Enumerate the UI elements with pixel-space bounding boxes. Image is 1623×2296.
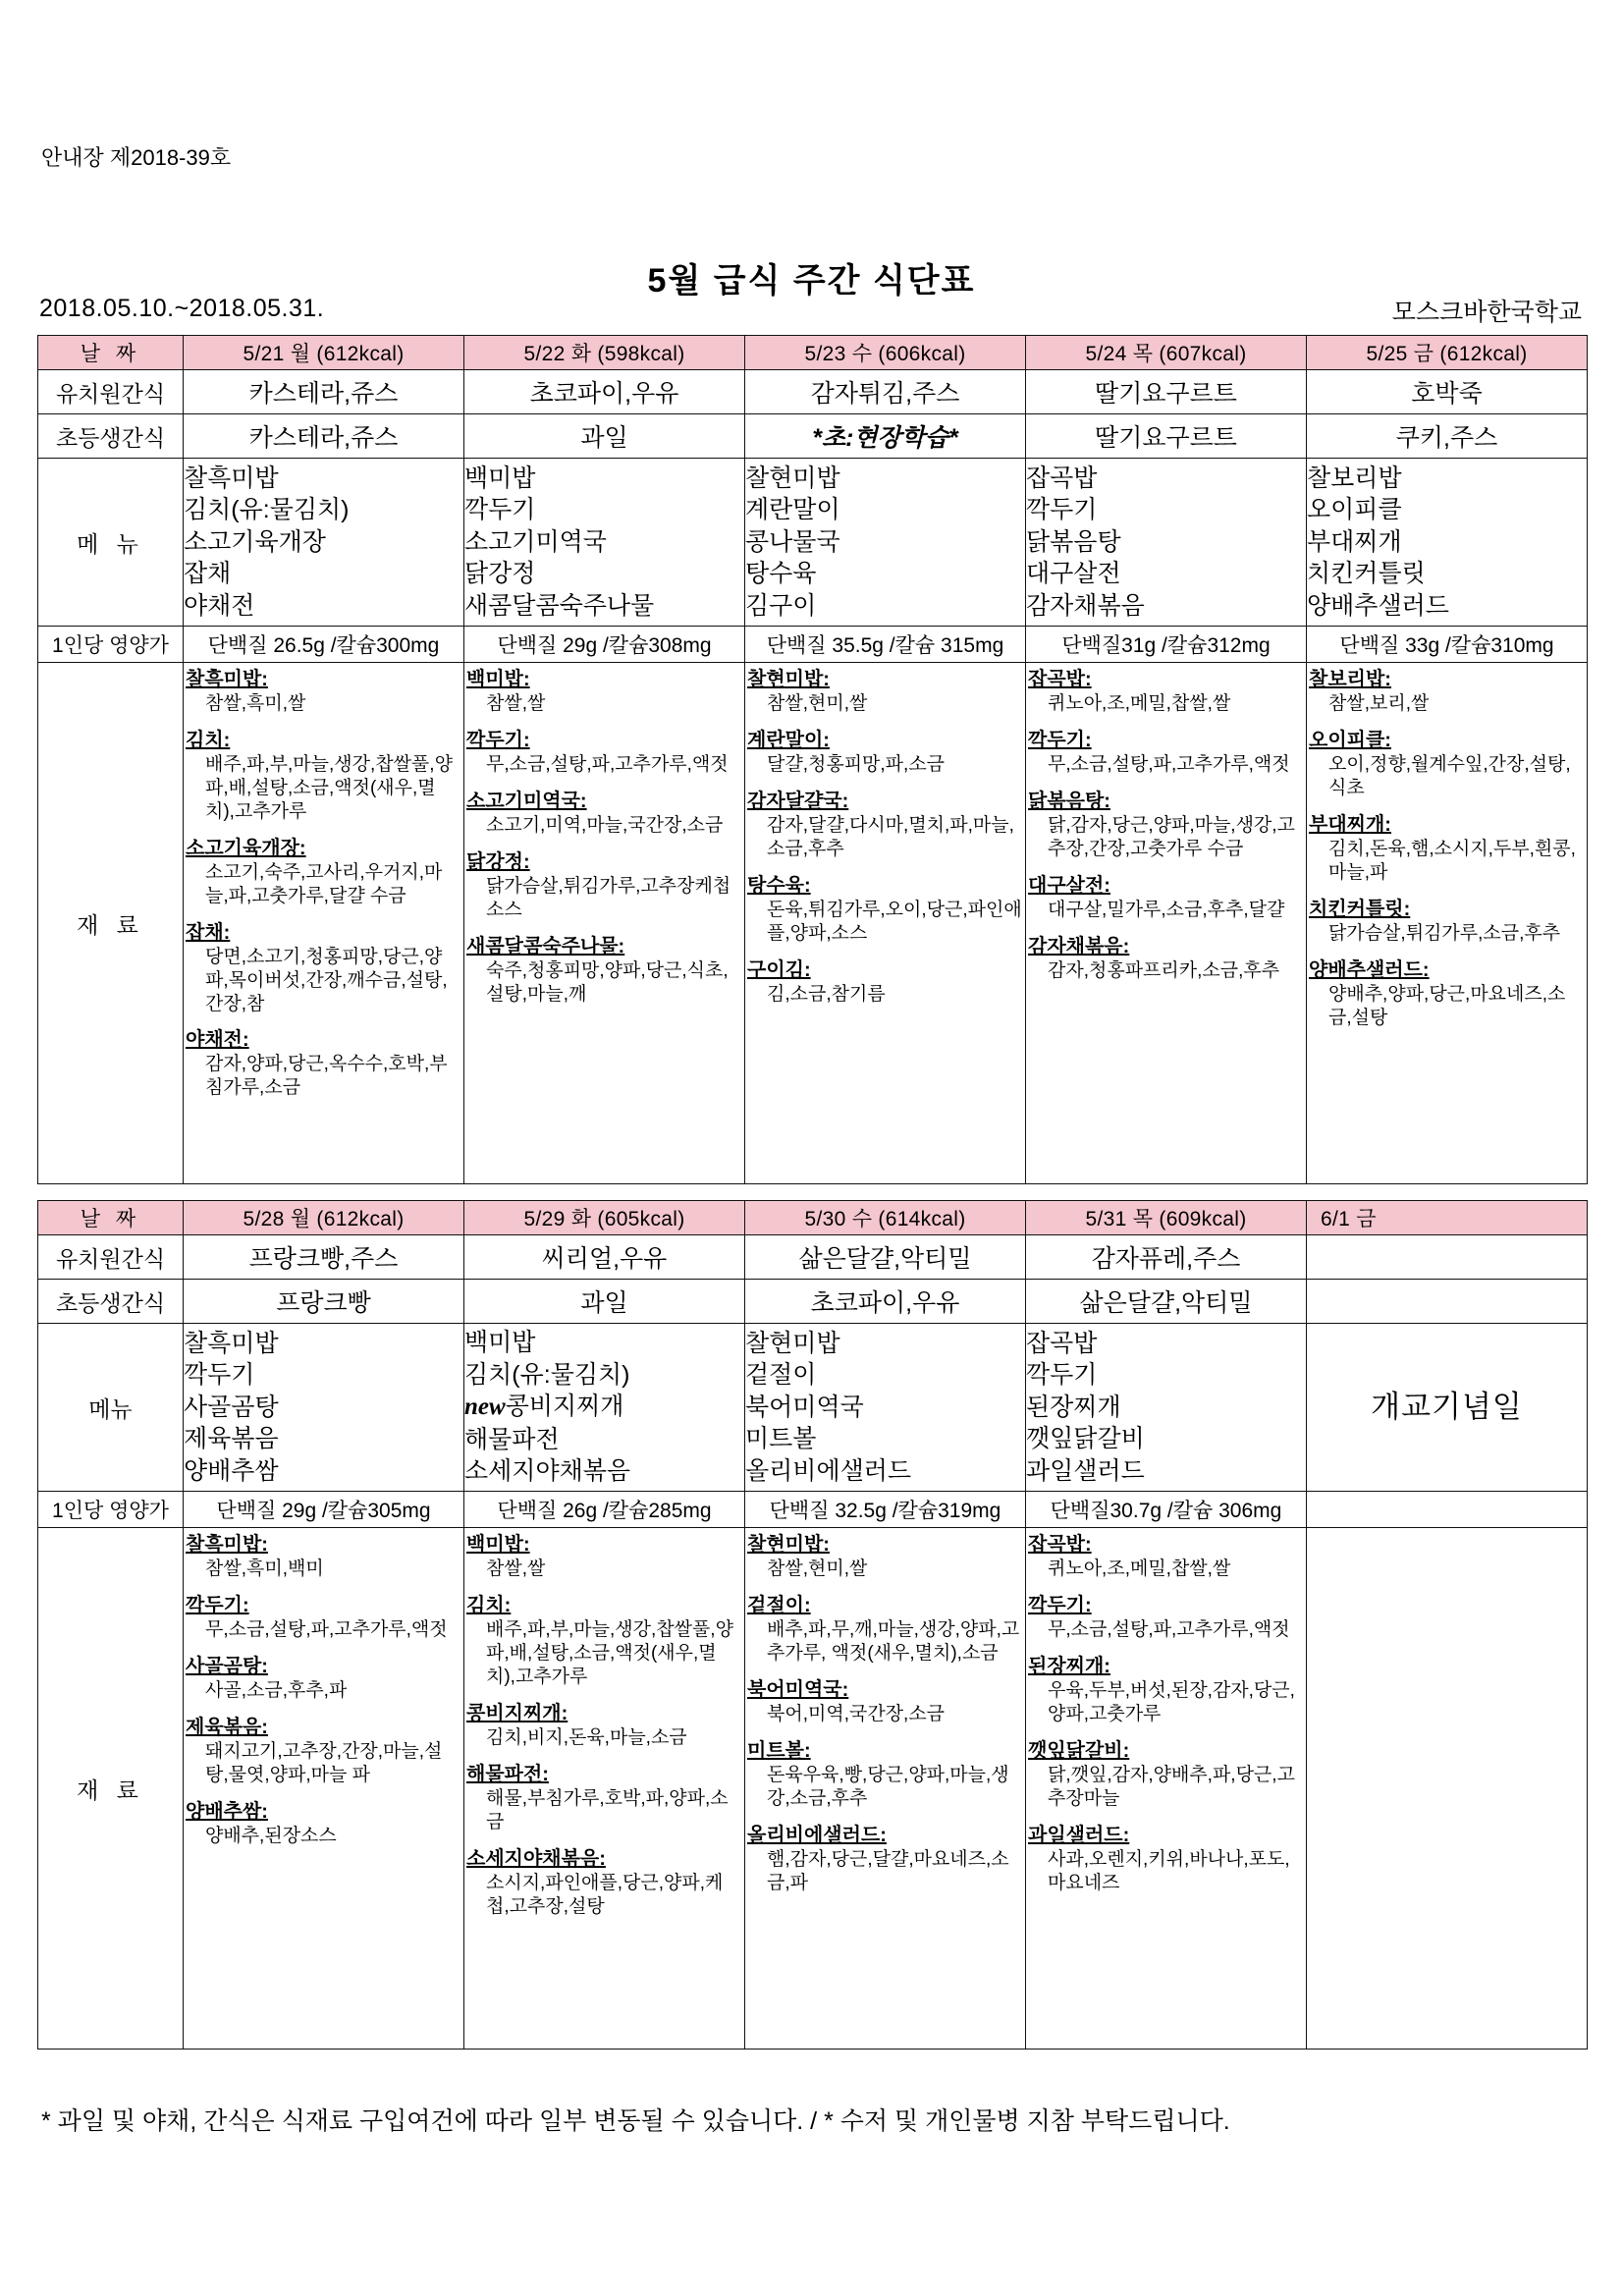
menu-fri [1307,459,1588,627]
menu-dish: 제육볶음 [184,1425,279,1453]
table-row-ingredients [38,1528,1588,2050]
row-label-date: 날 짜 [38,336,184,370]
ingredient-dish-name: 깍두기: [186,1594,249,1616]
table-row-nutrition [38,1492,1588,1528]
menu-mon-2 [184,1324,464,1492]
ingredient-list: 닭,깻잎,감자,양배추,파,당근,고추장마늘 [1048,1764,1295,1809]
menu-dish: new콩비지찌개 [464,1393,624,1421]
row-label-ingredients-2: 재 료 [38,1528,184,2050]
table-row-elementary-snack [38,1280,1588,1324]
ingredient-list: 사과,오렌지,키위,바나나,포도,마요네즈 [1048,1848,1290,1893]
ingredient-dish-name: 치킨커틀릿: [1309,898,1411,920]
menu-dish: 치킨커틀릿 [1307,560,1426,588]
ingredients-wed-2 [745,1528,1026,2050]
table-row-header [38,1201,1588,1235]
kinder-snack-fri-2 [1307,1235,1588,1280]
week2-menu-table [37,1200,1588,2050]
elementary-snack-tue: 과일 [464,414,745,459]
ingredient-dish-name: 잡채: [186,921,231,944]
menu-wed-2 [745,1324,1026,1492]
menu-thu-2 [1026,1324,1307,1492]
kinder-snack-tue: 초코파이,우유 [464,370,745,414]
ingredient-list: 배추,파,무,깨,마늘,생강,양파,고추가루, 액젓(새우,멸치),소금 [767,1618,1020,1664]
ingredient-dish-name: 올리비에샐러드: [747,1824,887,1846]
ingredient-list: 무,소금,설탕,파,고추가루,액젓 [1048,1618,1290,1640]
ingredient-dish-name: 콩비지찌개: [466,1702,568,1724]
menu-dish: 대구살전 [1026,560,1121,588]
table-row-menu [38,459,1588,627]
day-header-wed: 5/23 수 (606kcal) [745,336,1026,370]
ingredient-list: 닭가슴살,튀김가루,고추장케첩소스 [486,875,731,920]
menu-dish: 찰흑미밥 [184,1329,279,1357]
kinder-snack-thu: 딸기요구르트 [1026,370,1307,414]
menu-dish: 깍두기 [1026,496,1098,524]
ingredient-list: 달걀,청홍피망,파,소금 [767,753,946,775]
ingredient-dish-name: 감자채볶음: [1028,935,1130,957]
ingredient-list: 소시지,파인애플,당근,양파,케첩,고추장,설탕 [486,1872,724,1917]
ingredients-thu [1026,663,1307,1184]
ingredient-dish-name: 찰흑미밥: [186,1534,268,1556]
table-row-kinder-snack [38,370,1588,414]
elementary-snack-fri-2 [1307,1280,1588,1324]
menu-dish: 감자채볶음 [1026,591,1145,620]
ingredient-list: 당면,소고기,청홍피망,당근,양파,목이버섯,간장,깨수금,설탕,간장,참 [205,946,448,1014]
ingredient-dish-name: 해물파전: [466,1763,549,1785]
menu-dish: 북어미역국 [745,1393,864,1421]
ingredient-dish-name: 대구살전: [1028,874,1110,897]
ingredient-dish-name: 오이피클: [1309,729,1391,751]
kinder-snack-tue-2: 씨리얼,우유 [464,1235,745,1280]
ingredient-list: 햄,감자,당근,달걀,마요네즈,소금,파 [767,1848,1009,1893]
row-label-kinder-snack-2: 유치원간식 [38,1235,184,1280]
menu-dish: 미트볼 [745,1425,817,1453]
elementary-snack-wed: *초:현장학습* [745,414,1026,459]
ingredient-dish-name: 북어미역국: [747,1678,849,1701]
ingredient-list: 무,소금,설탕,파,고추가루,액젓 [486,753,729,775]
menu-wed [745,459,1026,627]
nutrition-tue-2: 단백질 26g /칼슘285mg [464,1492,745,1528]
ingredient-list: 무,소금,설탕,파,고추가루,액젓 [1048,753,1290,775]
menu-dish: 소고기육개장 [184,527,326,556]
menu-dish: 겉절이 [745,1361,817,1390]
nutrition-thu: 단백질31g /칼슘312mg [1026,627,1307,663]
ingredient-dish-name: 김치: [466,1594,512,1616]
ingredient-list: 참쌀,현미,쌀 [767,1558,868,1579]
ingredient-list: 소고기,미역,마늘,국간장,소금 [486,814,724,836]
nutrition-mon-2: 단백질 29g /칼슘305mg [184,1492,464,1528]
kinder-snack-thu-2: 감자퓨레,주스 [1026,1235,1307,1280]
kinder-snack-mon-2: 프랑크빵,주스 [184,1235,464,1280]
elementary-snack-fri: 쿠키,주스 [1307,414,1588,459]
day-header-fri: 5/25 금 (612kcal) [1307,336,1588,370]
ingredient-list: 참쌀,현미,쌀 [767,693,868,714]
page-title: 5월 급식 주간 식단표 [647,262,976,300]
ingredient-dish-name: 닭볶음탕: [1028,790,1110,812]
ingredient-dish-name: 소고기육개장: [186,837,306,859]
elementary-snack-mon: 카스테라,쥬스 [184,414,464,459]
ingredient-list: 배주,파,부,마늘,생강,찹쌀풀,양파,배,설탕,소금,액젓(새우,멸치),고추가루 [486,1618,733,1687]
ingredient-dish-name: 제육볶음: [186,1716,268,1738]
ingredient-dish-name: 깻잎닭갈비: [1028,1739,1130,1762]
elementary-snack-tue-2: 과일 [464,1280,745,1324]
elementary-snack-thu: 딸기요구르트 [1026,414,1307,459]
menu-dish: 사골곰탕 [184,1393,279,1421]
menu-dish: 해물파전 [464,1425,560,1453]
ingredient-list: 닭,감자,당근,양파,마늘,생강,고추장,간장,고춧가루 수금 [1048,814,1295,859]
nutrition-wed-2: 단백질 32.5g /칼슘319mg [745,1492,1026,1528]
ingredient-dish-name: 양배추쌈: [186,1800,268,1823]
menu-mon [184,459,464,627]
menu-dish: 김치(유:물김치) [464,1360,630,1389]
ingredient-list: 감자,청홍파프리카,소금,후추 [1048,959,1280,981]
menu-dish: 부대찌개 [1307,527,1402,556]
menu-dish: 백미밥 [464,464,536,492]
row-label-menu: 메 뉴 [38,459,184,627]
ingredient-dish-name: 사골곰탕: [186,1655,268,1677]
ingredient-list: 참쌀,쌀 [486,693,546,714]
menu-dish: 소세지야채볶음 [464,1457,631,1486]
ingredient-dish-name: 잡곡밥: [1028,1534,1092,1556]
ingredient-list: 소고기,숙주,고사리,우거지,마늘,파,고춧가루,달걀 수금 [205,861,443,906]
menu-dish: 잡곡밥 [1026,1329,1098,1357]
menu-dish: 올리비에샐러드 [745,1456,912,1485]
ingredient-list: 숙주,청홍피망,양파,당근,식초,설탕,마늘,깨 [486,959,729,1005]
menu-dish: 콩나물국 [745,527,840,556]
ingredient-list: 퀴노아,조,메밀,찹쌀,쌀 [1048,1558,1231,1579]
nutrition-mon: 단백질 26.5g /칼슘300mg [184,627,464,663]
day-header-thu: 5/24 목 (607kcal) [1026,336,1307,370]
table-row-ingredients [38,663,1588,1184]
ingredient-list: 참쌀,흑미,쌀 [205,693,306,714]
ingredients-mon [184,663,464,1184]
row-label-nutrition-2: 1인당 영양가 [38,1492,184,1528]
ingredient-dish-name: 겉절이: [747,1594,811,1616]
ingredient-list: 배주,파,부,마늘,생강,찹쌀풀,양파,배,설탕,소금,액젓(새우,멸치),고추가루 [205,753,453,822]
ingredients-tue-2 [464,1528,745,2050]
menu-dish: 닭강정 [464,560,536,588]
ingredients-thu-2 [1026,1528,1307,2050]
date-range: 2018.05.10.~2018.05.31. [39,295,325,322]
ingredient-dish-name: 된장찌개: [1028,1655,1110,1677]
ingredient-list: 김,소금,참기름 [767,983,886,1005]
ingredient-list: 김치,비지,돈육,마늘,소금 [486,1726,687,1748]
menu-dish: 찰현미밥 [745,1329,840,1357]
ingredient-dish-name: 찰현미밥: [747,669,830,690]
row-label-menu-2: 메뉴 [38,1324,184,1492]
ingredient-list: 오이,정향,월계수잎,간장,설탕,식초 [1328,753,1571,798]
menu-dish: 잡곡밥 [1026,464,1098,492]
kinder-snack-wed-2: 삶은달걀,악티밀 [745,1235,1026,1280]
row-label-elementary-snack-2: 초등생간식 [38,1280,184,1324]
ingredient-dish-name: 탕수육: [747,874,811,897]
ingredient-list: 대구살,밀가루,소금,후추,달걀 [1048,899,1285,920]
ingredient-dish-name: 닭강정: [466,850,530,873]
day-header-mon: 5/21 월 (612kcal) [184,336,464,370]
row-label-nutrition: 1인당 영양가 [38,627,184,663]
ingredient-list: 감자,양파,당근,옥수수,호박,부침가루,소금 [205,1054,448,1099]
menu-dish: 찰보리밥 [1307,464,1402,492]
day-header-thu-2: 5/31 목 (609kcal) [1026,1201,1307,1235]
menu-dish: 계란말이 [745,496,840,524]
menu-dish: 야채전 [184,591,255,620]
ingredient-dish-name: 계란말이: [747,729,830,751]
row-label-date-2: 날 짜 [38,1201,184,1235]
ingredient-list: 감자,달걀,다시마,멸치,파,마늘,소금,후추 [767,814,1014,859]
menu-dish: 깍두기 [1026,1361,1098,1390]
ingredient-list: 무,소금,설탕,파,고추가루,액젓 [205,1618,448,1640]
menu-tue [464,459,745,627]
menu-dish: 닭볶음탕 [1026,527,1121,556]
ingredient-list: 닭가슴살,튀김가루,소금,후추 [1328,922,1561,944]
ingredient-dish-name: 백미밥: [466,1534,530,1556]
menu-dish: 오이피클 [1307,496,1402,524]
holiday-note: 개교기념일 [1307,1324,1588,1492]
ingredient-dish-name: 양배추샐러드: [1309,958,1430,981]
kinder-snack-fri: 호박죽 [1307,370,1588,414]
ingredient-dish-name: 구이김: [747,958,811,981]
ingredients-fri-2 [1307,1528,1588,2050]
table-row-header [38,336,1588,370]
menu-dish: 잡채 [184,560,232,588]
ingredient-list: 돈육우육,빵,당근,양파,마늘,생강,소금,후추 [767,1764,1009,1809]
menu-dish: 소고기미역국 [464,527,607,556]
ingredients-mon-2 [184,1528,464,2050]
school-name: 모스크바한국학교 [1391,299,1582,326]
row-label-ingredients: 재 료 [38,663,184,1184]
ingredient-list: 우육,두부,버섯,된장,감자,당근,양파,고춧가루 [1048,1679,1295,1724]
menu-dish: 깻잎닭갈비 [1026,1425,1145,1453]
table-row-elementary-snack [38,414,1588,459]
ingredient-list: 양배추,양파,당근,마요네즈,소금,설탕 [1328,983,1566,1028]
ingredient-dish-name: 소세지야채볶음: [466,1847,606,1870]
week1-menu-table [37,335,1588,1184]
ingredients-wed [745,663,1026,1184]
day-header-tue: 5/22 화 (598kcal) [464,336,745,370]
ingredient-dish-name: 찰보리밥: [1309,669,1391,690]
menu-dish: 새콤달콤숙주나물 [464,591,655,620]
nutrition-thu-2: 단백질30.7g /칼슘 306mg [1026,1492,1307,1528]
elementary-snack-thu-2: 삶은달걀,악티밀 [1026,1280,1307,1324]
menu-dish: 김치(유:물김치) [184,496,350,524]
ingredient-dish-name: 깍두기: [1028,1594,1092,1616]
elementary-snack-wed-2: 초코파이,우유 [745,1280,1026,1324]
ingredient-dish-name: 야채전: [186,1029,249,1052]
table-row-kinder-snack [38,1235,1588,1280]
ingredient-dish-name: 미트볼: [747,1739,811,1762]
table-row-menu [38,1324,1588,1492]
menu-dish: 양배추쌈 [184,1456,279,1485]
day-header-mon-2: 5/28 월 (612kcal) [184,1201,464,1235]
ingredient-list: 돼지고기,고추장,간장,마늘,설탕,물엿,양파,마늘 파 [205,1740,443,1785]
elementary-snack-mon-2: 프랑크빵 [184,1280,464,1324]
ingredient-list: 양배추,된장소스 [205,1825,337,1846]
row-label-elementary-snack: 초등생간식 [38,414,184,459]
ingredients-fri [1307,663,1588,1184]
ingredient-dish-name: 소고기미역국: [466,790,587,812]
menu-dish: 찰현미밥 [745,464,840,492]
ingredient-dish-name: 찰흑미밥: [186,669,268,690]
nutrition-fri-2 [1307,1492,1588,1528]
ingredient-dish-name: 부대찌개: [1309,813,1391,836]
ingredient-dish-name: 잡곡밥: [1028,669,1092,690]
ingredient-dish-name: 새콤달콤숙주나물: [466,935,625,957]
ingredients-tue [464,663,745,1184]
nutrition-fri: 단백질 33g /칼슘310mg [1307,627,1588,663]
day-header-wed-2: 5/30 수 (614kcal) [745,1201,1026,1235]
ingredient-list: 김치,돈육,햄,소시지,두부,흰콩,마늘,파 [1328,838,1576,883]
menu-dish: 된장찌개 [1026,1393,1121,1421]
menu-dish: 깍두기 [184,1361,255,1390]
document-number: 안내장 제2018-39호 [41,145,232,170]
ingredient-dish-name: 깍두기: [466,729,530,751]
nutrition-wed: 단백질 35.5g /칼슘 315mg [745,627,1026,663]
ingredient-list: 북어,미역,국간장,소금 [767,1703,946,1724]
menu-dish: 깍두기 [464,496,536,524]
kinder-snack-mon: 카스테라,쥬스 [184,370,464,414]
ingredient-list: 참쌀,쌀 [486,1558,546,1579]
menu-dish: 찰흑미밥 [184,464,279,492]
day-header-fri-2: 6/1 금 [1307,1201,1588,1235]
menu-thu [1026,459,1307,627]
nutrition-tue: 단백질 29g /칼슘308mg [464,627,745,663]
ingredient-list: 사골,소금,후추,파 [205,1679,348,1701]
menu-tue-2 [464,1324,745,1492]
table-row-nutrition [38,627,1588,663]
menu-dish: 양배추샐러드 [1307,591,1449,620]
footnote: * 과일 및 야채, 간식은 식재료 구입여건에 따라 일부 변동될 수 있습니다. / * 수저 및 개인물병 지참 부탁드립니다. [41,2107,1230,2135]
ingredient-list: 퀴노아,조,메밀,찹쌀,쌀 [1048,693,1231,714]
row-label-kinder-snack: 유치원간식 [38,370,184,414]
ingredient-dish-name: 백미밥: [466,669,530,690]
ingredient-list: 돈육,튀김가루,오이,당근,파인애플,양파,소스 [767,899,1022,944]
menu-dish: 김구이 [745,591,817,620]
kinder-snack-wed: 감자튀김,주스 [745,370,1026,414]
ingredient-list: 참쌀,보리,쌀 [1328,693,1430,714]
menu-dish: 백미밥 [464,1329,536,1357]
ingredient-dish-name: 깍두기: [1028,729,1092,751]
ingredient-list: 참쌀,흑미,백미 [205,1558,324,1579]
day-header-tue-2: 5/29 화 (605kcal) [464,1201,745,1235]
ingredient-list: 해물,부침가루,호박,파,양파,소금 [486,1787,729,1832]
ingredient-dish-name: 김치: [186,729,231,751]
menu-dish: 과일샐러드 [1026,1456,1145,1485]
ingredient-dish-name: 감자달걀국: [747,790,849,812]
ingredient-dish-name: 과일샐러드: [1028,1824,1130,1846]
menu-dish: 탕수육 [745,560,817,588]
ingredient-dish-name: 찰현미밥: [747,1534,830,1556]
